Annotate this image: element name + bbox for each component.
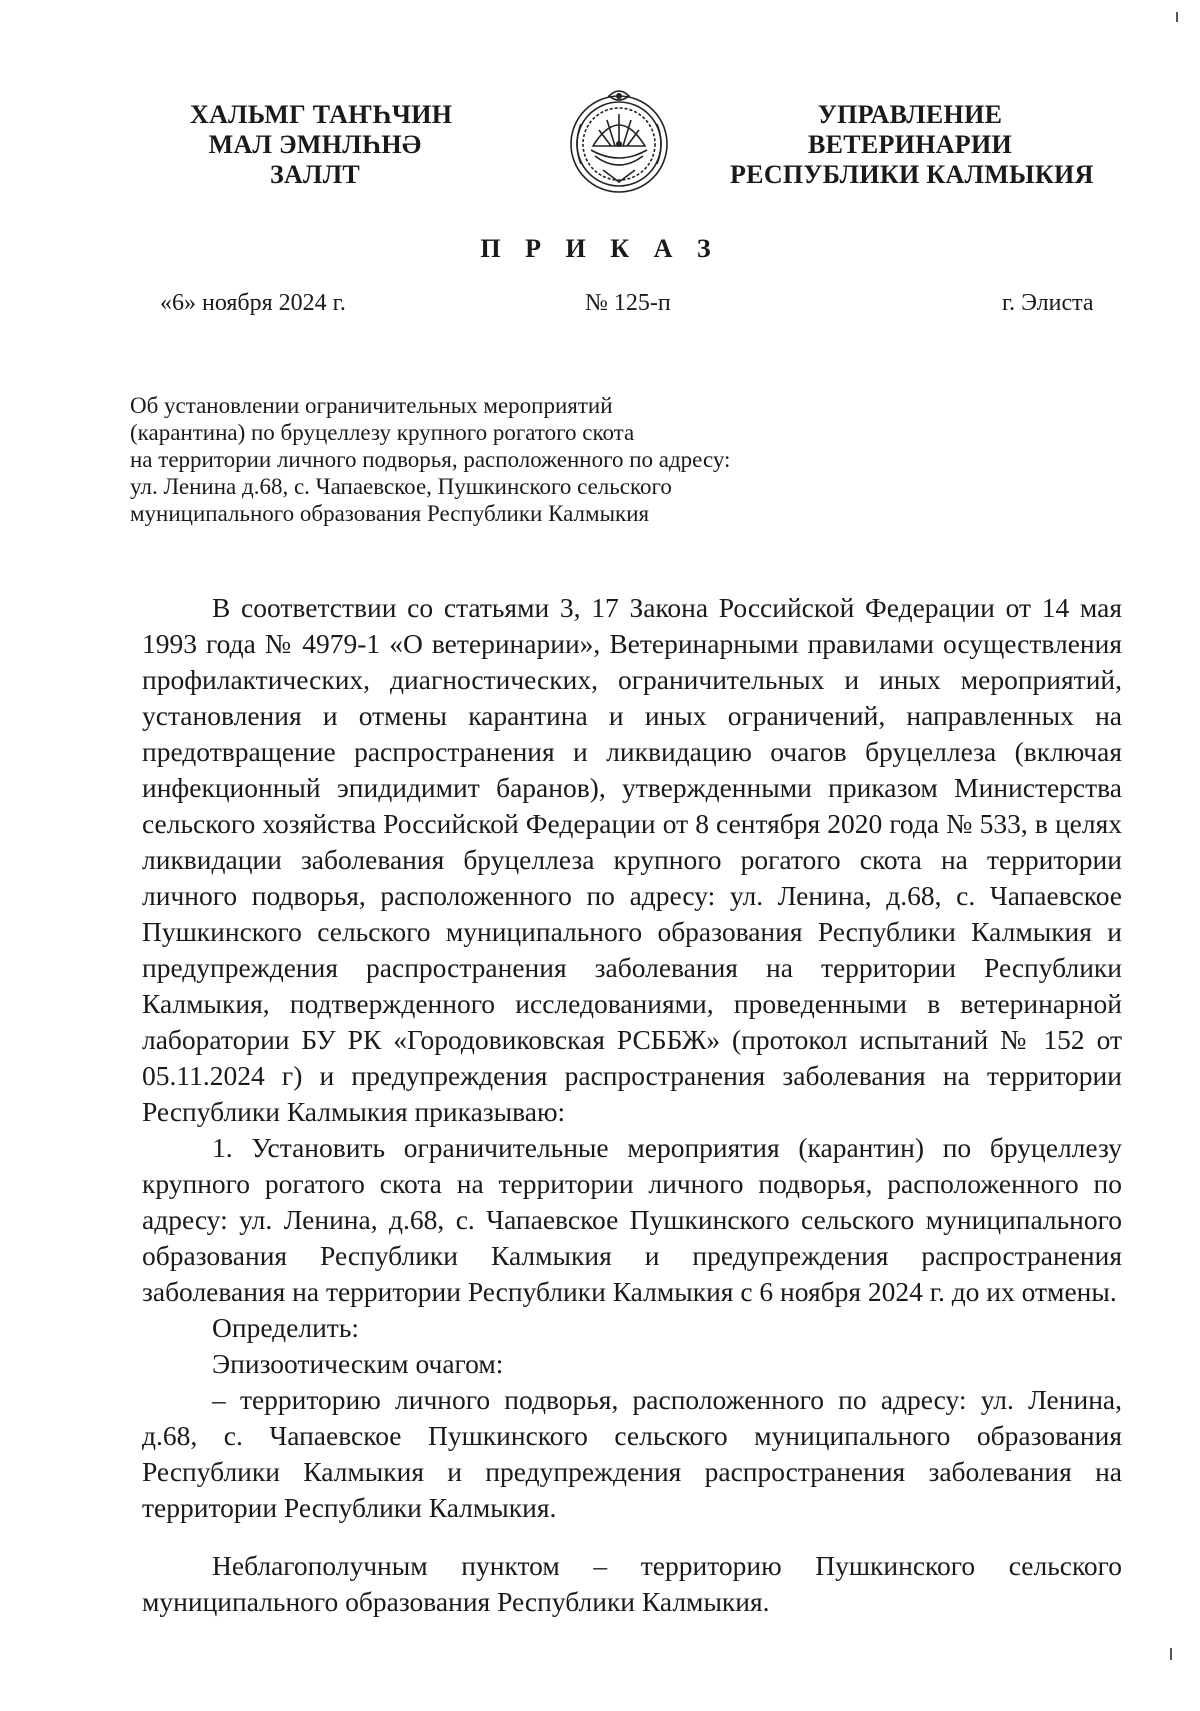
order-city: г. Элиста [1002, 290, 1094, 316]
order-number: № 125-п [585, 290, 671, 316]
header-kalmyk [190, 100, 453, 190]
subject-line: муниципального образования Республики Калмыкия [130, 501, 650, 526]
focus-text-paragraph: – территорию личного подворья, расположенного по адресу: ул. Ленина, д.68, с. Чапаевское Пушкинского сельского муниципального образования Республики Калмыкия и предупреждения распространения заболевания на территории Республики Калмыкия. [142, 1384, 1122, 1523]
subject-line: (карантина) по бруцеллезу крупного рогатого скота [130, 420, 635, 445]
scan-artifact [1176, 12, 1178, 22]
define-paragraph: Определить: [212, 1312, 360, 1343]
header-russian-line-3: РЕСПУБЛИКИ КАЛМЫКИЯ [730, 160, 1094, 189]
header-russian-line-1: УПРАВЛЕНИЕ [817, 100, 1003, 129]
header-russian-line-2: ВЕТЕРИНАРИИ [807, 130, 1013, 159]
subject-line: Об установлении ограничительных мероприятий [130, 393, 613, 418]
item-1-paragraph: 1. Установить ограничительные мероприятия (карантин) по бруцеллезу крупного рогатого скота на территории личного подворья, расположенного по адресу: ул. Ленина, д.68, с. Чапаевское Пушкинского сельского муниципального образования Республики Калмыкия и предупреждения распространения заболевания на территории Республики Калмыкия с 6 ноября 2024 г. до их отмены. [142, 1132, 1122, 1307]
header-kalmyk-line-3: ЗАЛЛТ [269, 160, 361, 189]
header-russian [730, 100, 1094, 190]
subject-line: ул. Ленина д.68, с. Чапаевское, Пушкинского сельского [130, 474, 672, 499]
subject-line: на территории личного подворья, расположенного по адресу: [130, 447, 731, 472]
order-subject [130, 392, 810, 527]
scan-artifact [1170, 1648, 1172, 1660]
coat-of-arms-icon [563, 84, 675, 199]
order-date: «6» ноября 2024 г. [160, 290, 346, 316]
focus-label-paragraph: Эпизоотическим очагом: [212, 1348, 504, 1379]
point-text-paragraph: Неблагополучным пунктом – территорию Пушкинского сельского муниципального образования Республики Калмыкия. [142, 1550, 1122, 1617]
header-kalmyk-line-2: МАЛ ЭМНЛҺНӘ [208, 130, 422, 159]
header-kalmyk-line-1: ХАЛЬМГ ТАҤҺЧИН [190, 100, 453, 129]
preamble-paragraph: В соответствии со статьями 3, 17 Закона Российской Федерации от 14 мая 1993 года № 4979-1 «О ветеринарии», Ветеринарными правилами осуществления профилактических, диагностических, ограничительных и иных мероприятий, установления и отмены карантина и иных ограничений, направленных на предотвращение распространения и ликвидацию очагов бруцеллеза (включая инфекционный эпидидимит баранов), утвержденными приказом Министерства сельского хозяйства Российской Федерации от 8 сентября 2020 года № 533, в целях ликвидации заболевания бруцеллеза крупного рогатого скота на территории личного подворья, расположенного по адресу: ул. Ленина, д.68, с. Чапаевское Пушкинского сельского муниципального образования Республики Калмыкия и предупреждения распространения заболевания на территории Республики Калмыкия, подтвержденного исследованиями, проведенными в ветеринарной лаборатории БУ РК «Городовиковская РСББЖ» (протокол испытаний № 152 от 05.11.2024 г) и предупреждения распространения заболевания на территории Республики Калмыкия приказываю: [142, 592, 1122, 1127]
document-title: П Р И К А З [480, 234, 720, 263]
order-body [142, 590, 1122, 1620]
